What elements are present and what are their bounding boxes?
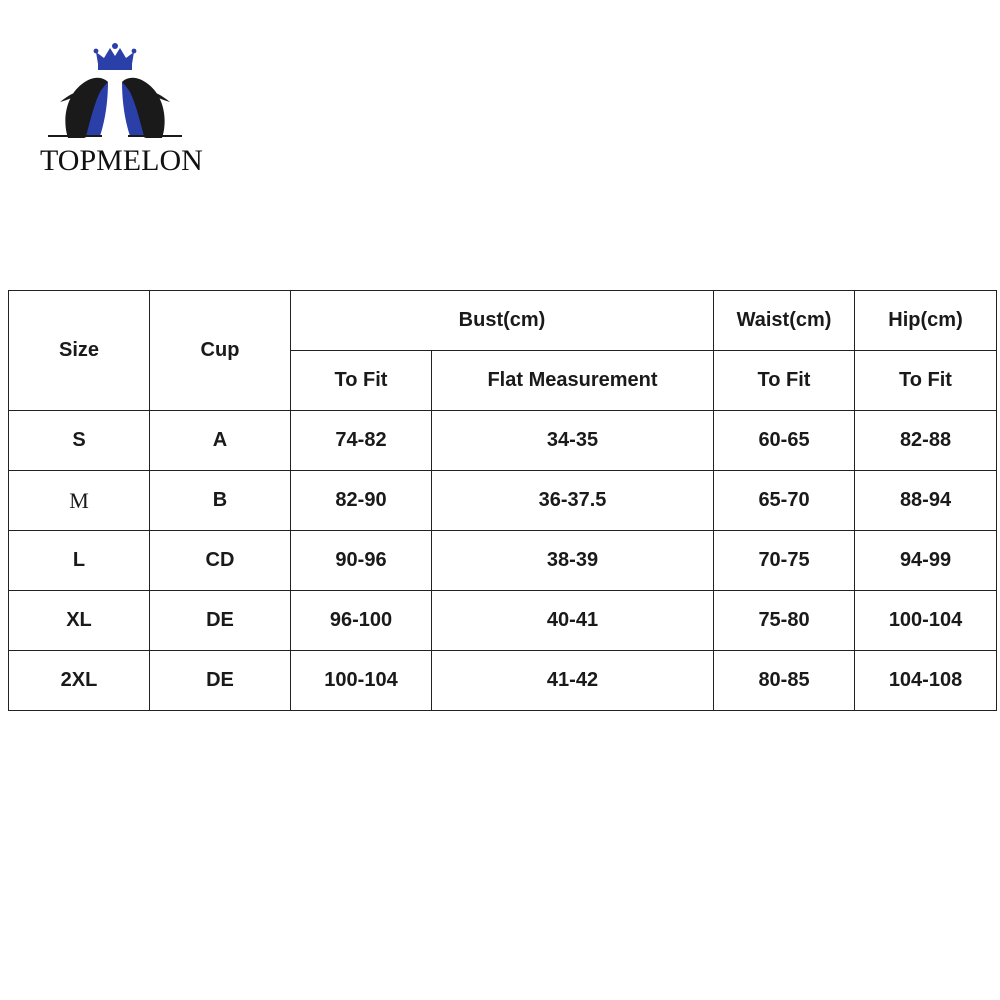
header-cup: Cup xyxy=(150,291,291,411)
cell-bust-flat: 34-35 xyxy=(432,411,714,471)
cell-waist: 60-65 xyxy=(714,411,855,471)
right-penguin-icon xyxy=(122,78,182,138)
cell-waist: 65-70 xyxy=(714,471,855,531)
cell-bust-flat: 38-39 xyxy=(432,531,714,591)
cell-hip: 88-94 xyxy=(855,471,997,531)
cell-bust-fit: 74-82 xyxy=(291,411,432,471)
cell-hip: 94-99 xyxy=(855,531,997,591)
cell-bust-fit: 96-100 xyxy=(291,591,432,651)
size-chart-table xyxy=(8,290,997,711)
cell-hip: 100-104 xyxy=(855,591,997,651)
cell-waist: 70-75 xyxy=(714,531,855,591)
cell-waist: 80-85 xyxy=(714,651,855,711)
crown-and-penguins-logo-icon xyxy=(40,40,190,142)
header-waist-to-fit: To Fit xyxy=(714,351,855,411)
cell-bust-fit: 82-90 xyxy=(291,471,432,531)
header-hip-to-fit: To Fit xyxy=(855,351,997,411)
cell-cup: CD xyxy=(150,531,291,591)
cell-cup: A xyxy=(150,411,291,471)
cell-bust-fit: 90-96 xyxy=(291,531,432,591)
brand-name: TOPMELON xyxy=(40,144,203,177)
header-size: Size xyxy=(9,291,150,411)
cell-size: 2XL xyxy=(9,651,150,711)
cell-waist: 75-80 xyxy=(714,591,855,651)
cell-cup: B xyxy=(150,471,291,531)
cell-bust-flat: 41-42 xyxy=(432,651,714,711)
cell-hip: 104-108 xyxy=(855,651,997,711)
cell-bust-flat: 36-37.5 xyxy=(432,471,714,531)
cell-bust-flat: 40-41 xyxy=(432,591,714,651)
cell-size: L xyxy=(9,531,150,591)
header-bust-to-fit: To Fit xyxy=(291,351,432,411)
table-header-row xyxy=(9,291,997,351)
cell-cup: DE xyxy=(150,591,291,651)
cell-hip: 82-88 xyxy=(855,411,997,471)
header-bust-flat: Flat Measurement xyxy=(432,351,714,411)
header-hip: Hip(cm) xyxy=(855,291,997,351)
table-row xyxy=(9,651,997,711)
cell-size: S xyxy=(9,411,150,471)
header-waist: Waist(cm) xyxy=(714,291,855,351)
table-row xyxy=(9,411,997,471)
cell-cup: DE xyxy=(150,651,291,711)
brand-logo xyxy=(36,40,203,180)
cell-size: M xyxy=(9,471,150,531)
crown-icon xyxy=(94,43,137,70)
header-bust: Bust(cm) xyxy=(291,291,714,351)
table-row xyxy=(9,471,997,531)
table-row xyxy=(9,531,997,591)
cell-size: XL xyxy=(9,591,150,651)
cell-bust-fit: 100-104 xyxy=(291,651,432,711)
left-penguin-icon xyxy=(48,78,108,138)
table-row xyxy=(9,591,997,651)
